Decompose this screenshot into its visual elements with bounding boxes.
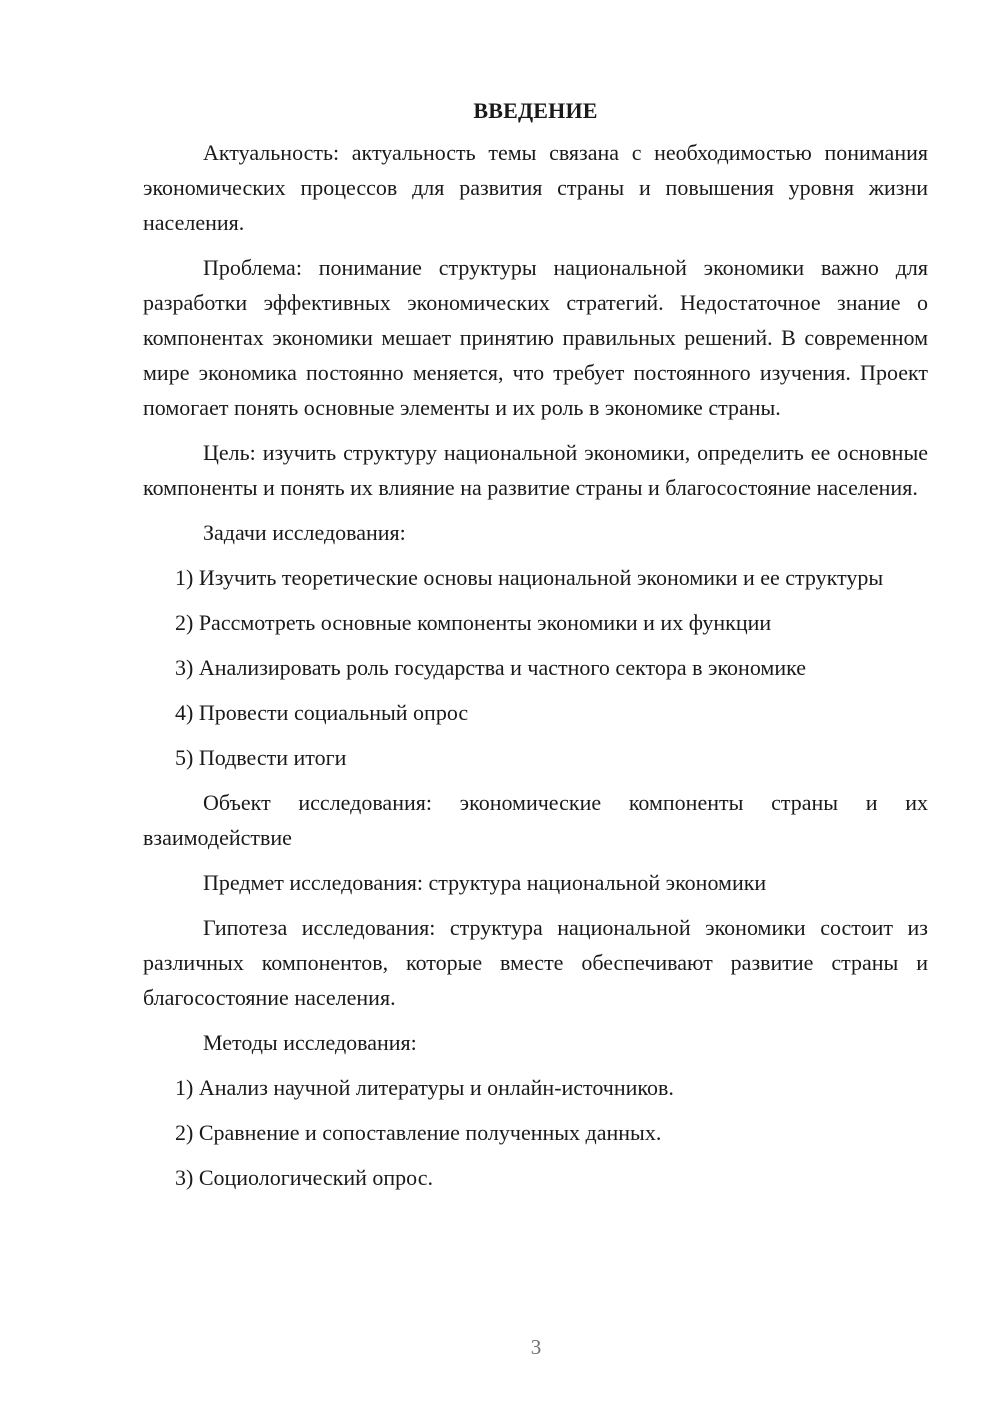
paragraph-methods-heading: Методы исследования: — [203, 1030, 417, 1055]
task-item-4: 4) Провести социальный опрос — [175, 700, 469, 725]
paragraph-tasks-heading: Задачи исследования: — [203, 520, 406, 545]
page-content — [143, 93, 928, 1205]
task-item-2: 2) Рассмотреть основные компоненты экономики и их функции — [175, 610, 772, 635]
page-number: 3 — [530, 1335, 542, 1359]
paragraph-goal: Цель: изучить структуру национальной экономики, определить ее основные компоненты и понять их влияние на развитие страны и благосостояние населения. — [143, 440, 928, 500]
paragraph-subject: Предмет исследования: структура национальной экономики — [203, 870, 767, 895]
paragraph-problem: Проблема: понимание структуры национальной экономики важно для разработки эффективных экономических стратегий. Недостаточное знание о компонентах экономики мешает принятию правильных решений. В современном мире экономика постоянно меняется, что требует постоянного изучения. Проект помогает понять основные элементы и их роль в экономике страны. — [143, 255, 928, 420]
method-item-2: 2) Сравнение и сопоставление полученных данных. — [175, 1120, 662, 1145]
paragraph-object: Объект исследования: экономические компоненты страны и их взаимодействие — [143, 790, 928, 850]
page-title: ВВЕДЕНИЕ — [473, 98, 598, 123]
paragraph-relevance: Актуальность: актуальность темы связана с необходимостью понимания экономических процессов для развития страны и повышения уровня жизни населения. — [143, 140, 928, 235]
task-item-3: 3) Анализировать роль государства и частного сектора в экономике — [175, 655, 807, 680]
method-item-3: 3) Социологический опрос. — [175, 1165, 433, 1190]
method-item-1: 1) Анализ научной литературы и онлайн-источников. — [175, 1075, 674, 1100]
paragraph-hypothesis: Гипотеза исследования: структура национальной экономики состоит из различных компонентов, которые вместе обеспечивают развитие страны и благосостояние населения. — [143, 915, 928, 1010]
task-item-1: 1) Изучить теоретические основы национальной экономики и ее структуры — [175, 565, 884, 590]
task-item-5: 5) Подвести итоги — [175, 745, 347, 770]
